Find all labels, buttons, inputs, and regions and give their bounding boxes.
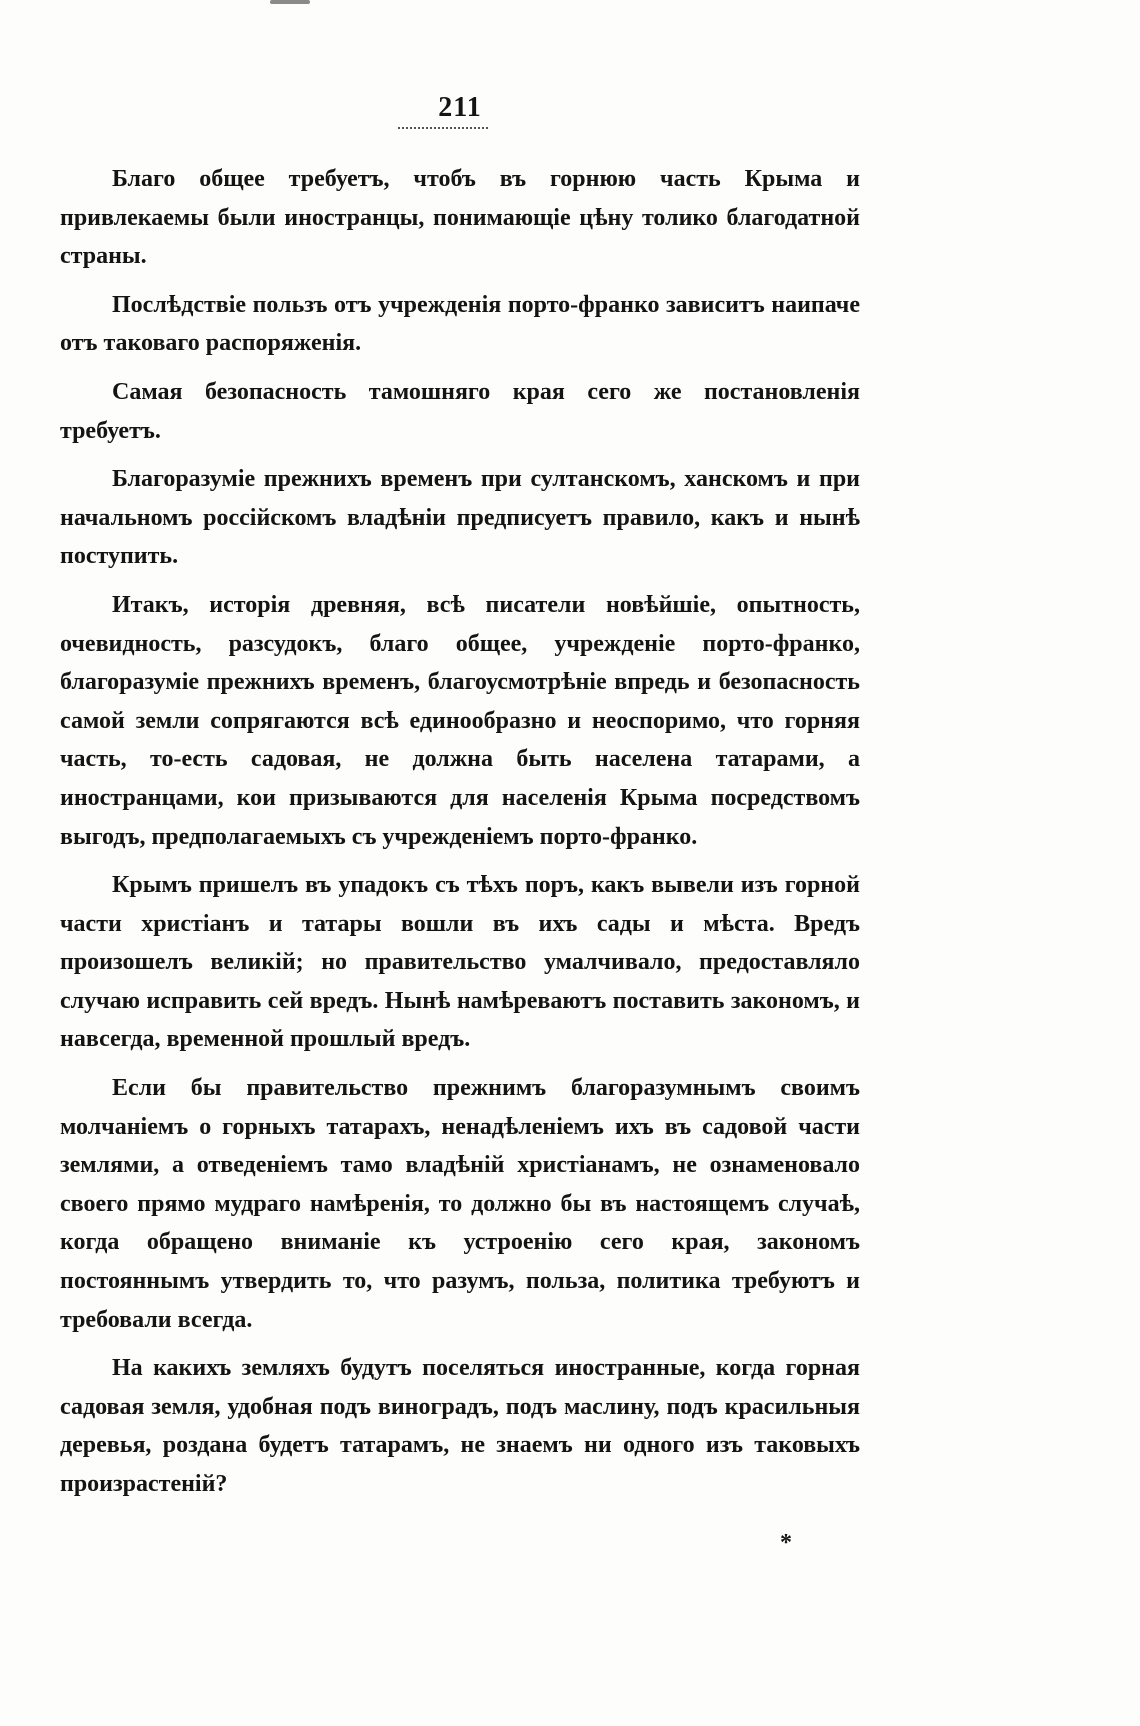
paragraph-8: На какихъ земляхъ будутъ поселяться иностранные, когда горная садовая земля, удобная подъ виноградъ, подъ маслину, подъ красильныя деревья, роздана будетъ татарамъ, не знаемъ ни одного изъ таковыхъ произрастеній? <box>60 1355 860 1497</box>
paragraph-7: Если бы правительство прежнимъ благоразумнымъ своимъ молчаніемъ о горныхъ татарахъ, ненадѣленіемъ ихъ въ садовой части землями, а отведеніемъ тамо владѣній христіанамъ, не ознаменовало своего прямо мудраго намѣренія, то должно бы въ настоящемъ случаѣ, когда обращено вниманіе къ устроенію сего края, закономъ постояннымъ утвердить то, что разумъ, польза, политика требуютъ и требовали всегда. <box>60 1075 860 1333</box>
scan-artifact-mark <box>270 0 310 4</box>
page-number: 211 <box>438 92 482 123</box>
paragraph-2: Послѣдствіе пользъ отъ учрежденія порто-франко зависитъ наипаче отъ таковаго распоряженія. <box>60 291 860 357</box>
paragraph-6: Крымъ пришелъ въ упадокъ съ тѣхъ поръ, какъ вывели изъ горной части христіанъ и татары вошли въ ихъ сады и мѣста. Вредъ произошелъ великій; но правительство умалчивало, предоставляло случаю исправить сей вредъ. Нынѣ намѣреваютъ поставить закономъ, и навсегда, временной прошлый вредъ. <box>60 872 860 1053</box>
paragraph-1: Благо общее требуетъ, чтобъ въ горнюю часть Крыма и привлекаемы были иностранцы, понимающіе цѣну толико благодатной страны. <box>60 166 860 270</box>
body-text <box>60 160 860 1514</box>
paragraph-5: Итакъ, исторія древняя, всѣ писатели новѣйшіе, опытность, очевидность, разсудокъ, благо общее, учрежденіе порто-франко, благоразуміе прежнихъ временъ, благоусмотрѣніе впредь и безопасность самой земли сопрягаются всѣ единообразно и неоспоримо, что горняя часть, то-есть садовая, не должна быть населена татарами, а иностранцами, кои призываются для населенія Крыма посредствомъ выгодъ, предполагаемыхъ съ учрежденіемъ порто-франко. <box>60 591 860 850</box>
footnote-asterisk: * <box>780 1530 792 1556</box>
page-number-underline <box>398 127 488 129</box>
paragraph-3: Самая безопасность тамошняго края сего же постановленія требуетъ. <box>60 378 860 444</box>
paragraph-4: Благоразуміе прежнихъ временъ при султанскомъ, ханскомъ и при начальномъ россійскомъ владѣніи предписуетъ правило, какъ и нынѣ поступить. <box>60 466 860 570</box>
